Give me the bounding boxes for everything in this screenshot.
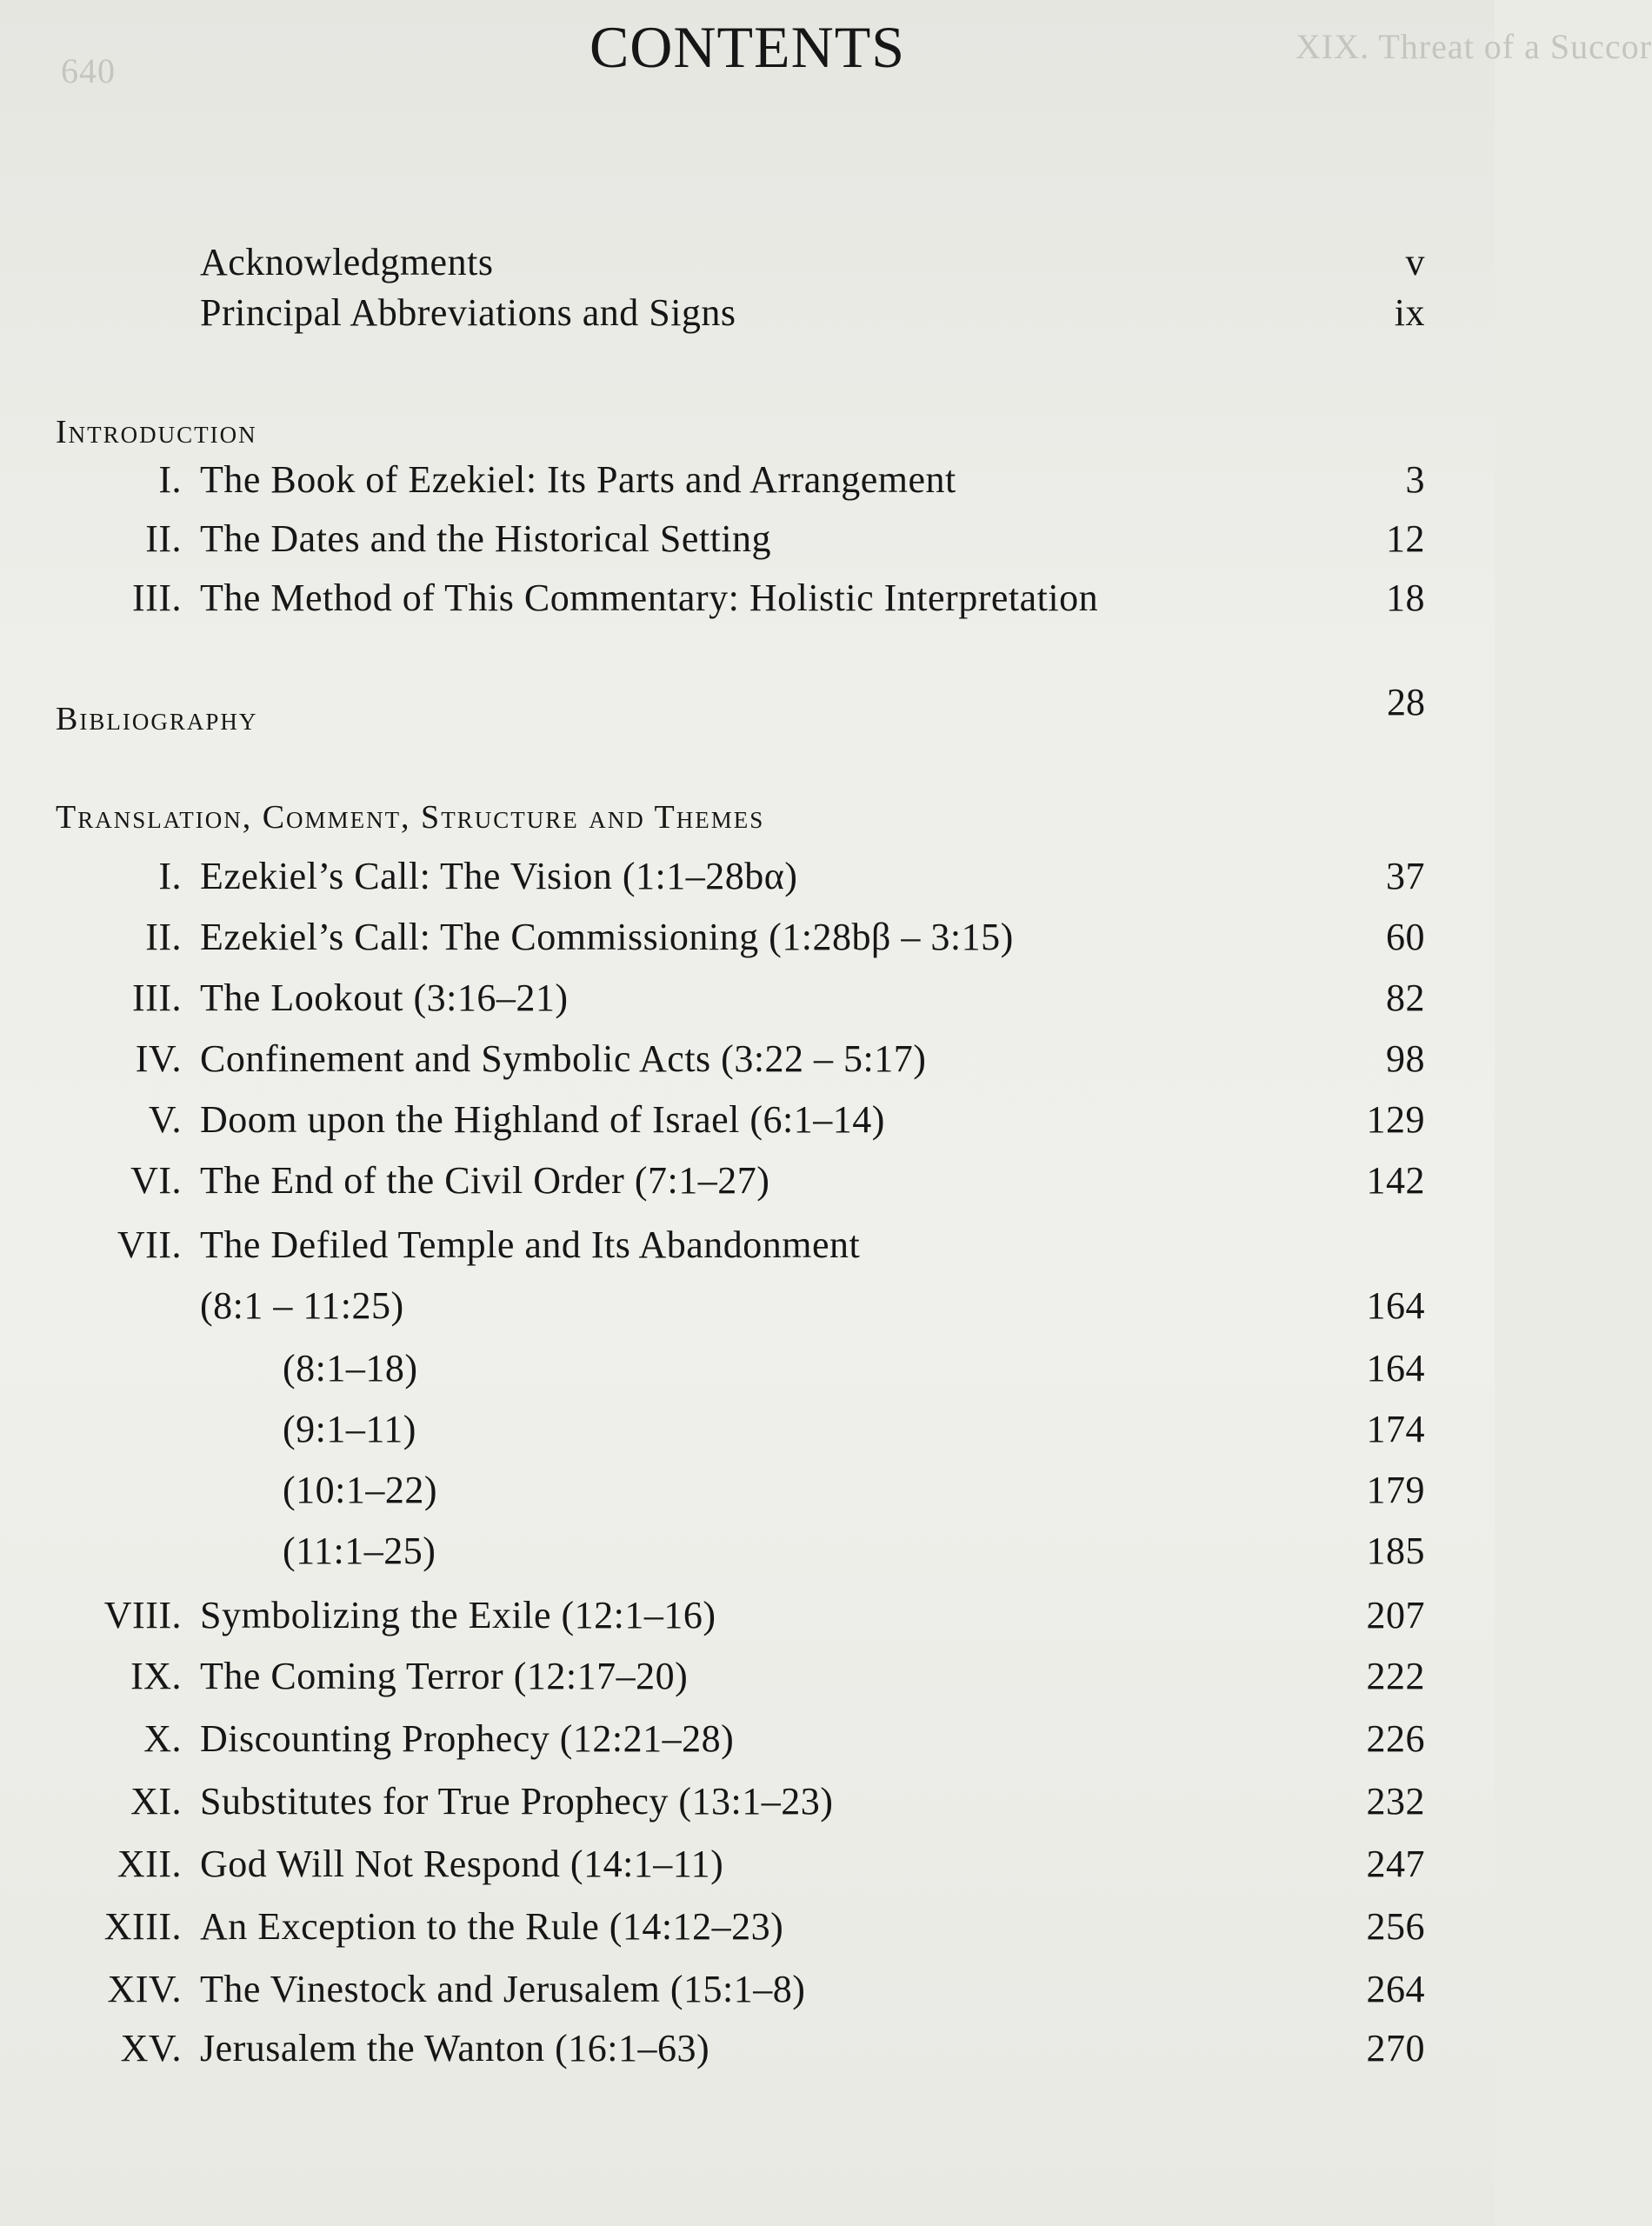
entry-page: 142	[1366, 1159, 1425, 1202]
entry-title: Discounting Prophecy (12:21–28)	[200, 1717, 735, 1760]
section-heading-bibliography: Bibliography	[56, 701, 258, 737]
entry-number: III.	[132, 576, 182, 619]
entry-number: III.	[132, 976, 182, 1019]
entry-title: Ezekiel’s Call: The Vision (1:1–28bα)	[200, 855, 798, 897]
entry-title: (10:1–22)	[283, 1469, 438, 1511]
toc-entry	[0, 2023, 1495, 2075]
entry-page: 3	[1405, 458, 1425, 501]
toc-entry	[0, 1219, 1495, 1271]
entry-title: Symbolizing the Exile (12:1–16)	[200, 1594, 716, 1636]
entry-number: VI.	[130, 1159, 182, 1202]
entry-title: The Dates and the Historical Setting	[200, 517, 772, 560]
entry-title: The Coming Terror (12:17–20)	[200, 1655, 689, 1697]
toc-entry	[0, 972, 1495, 1024]
toc-entry	[0, 1963, 1495, 2016]
entry-page: 164	[1366, 1284, 1425, 1327]
entry-title: Confinement and Symbolic Acts (3:22 – 5:17)	[200, 1037, 927, 1080]
entry-number: I.	[158, 855, 182, 897]
entry-title: (8:1–18)	[283, 1347, 418, 1390]
entry-number: VIII.	[103, 1594, 182, 1636]
entry-page: 270	[1366, 2027, 1425, 2069]
entry-page: 222	[1366, 1655, 1425, 1697]
bibliography-page: 28	[1387, 681, 1425, 723]
entry-number: XIV.	[107, 1968, 182, 2010]
toc-entry	[0, 1838, 1495, 1890]
toc-entry	[0, 1033, 1495, 1085]
entry-number: XII.	[117, 1843, 182, 1885]
entry-number: II.	[145, 916, 182, 958]
toc-entry	[0, 911, 1495, 963]
entry-number: XV.	[120, 2027, 182, 2069]
entry-page: 232	[1366, 1780, 1425, 1823]
entry-page: 98	[1386, 1037, 1425, 1080]
entry-title: An Exception to the Rule (14:12–23)	[200, 1905, 784, 1948]
entry-number: IX.	[130, 1655, 182, 1697]
entry-title: The Defiled Temple and Its Abandonment	[200, 1223, 861, 1266]
entry-page: 185	[1366, 1530, 1425, 1572]
entry-title: Ezekiel’s Call: The Commissioning (1:28bβ – 3:15)	[200, 916, 1014, 958]
entry-page: 37	[1386, 855, 1425, 897]
toc-entry	[0, 1343, 1495, 1395]
toc-entry	[0, 1650, 1495, 1703]
entry-number: II.	[145, 517, 182, 560]
entry-number: X.	[143, 1717, 182, 1760]
toc-entry	[0, 1403, 1495, 1456]
entry-page: 164	[1366, 1347, 1425, 1390]
toc-entry	[0, 1590, 1495, 1642]
entry-title: The Lookout (3:16–21)	[200, 976, 569, 1019]
toc-entry	[0, 1901, 1495, 1953]
entry-number: VII.	[117, 1223, 182, 1266]
entry-page: 82	[1386, 976, 1425, 1019]
toc-entry	[0, 1713, 1495, 1765]
section-heading-translation: Translation, Comment, Structure and Themes	[56, 799, 765, 836]
entry-page: ix	[1394, 291, 1425, 334]
toc-entry	[0, 1776, 1495, 1828]
entry-title: The Method of This Commentary: Holistic Interpretation	[200, 576, 1099, 619]
entry-page: 256	[1366, 1905, 1425, 1948]
toc-entry-abbreviations	[0, 287, 1495, 339]
toc-entry	[0, 1280, 1495, 1332]
toc-entry	[0, 454, 1495, 506]
entry-page: 12	[1386, 517, 1425, 560]
entry-number: XI.	[130, 1780, 182, 1823]
toc-entry	[0, 513, 1495, 565]
toc-entry	[0, 572, 1495, 624]
entry-title: God Will Not Respond (14:1–11)	[200, 1843, 724, 1885]
entry-number: IV.	[135, 1037, 182, 1080]
toc-entry	[0, 1094, 1495, 1146]
entry-title: The End of the Civil Order (7:1–27)	[200, 1159, 770, 1202]
toc-entry	[0, 1525, 1495, 1577]
entry-page: 18	[1386, 576, 1425, 619]
entry-title: Principal Abbreviations and Signs	[200, 291, 736, 334]
entry-page: 264	[1366, 1968, 1425, 2010]
entry-page: v	[1405, 241, 1425, 283]
entry-title: (8:1 – 11:25)	[200, 1284, 404, 1327]
entry-page: 179	[1366, 1469, 1425, 1511]
toc-entry-acknowledgments	[0, 237, 1495, 289]
entry-title: Substitutes for True Prophecy (13:1–23)	[200, 1780, 834, 1823]
entry-title: Doom upon the Highland of Israel (6:1–14)	[200, 1098, 885, 1141]
bleed-through-text-left: 640	[61, 51, 116, 90]
entry-title: (11:1–25)	[283, 1530, 436, 1572]
entry-title: (9:1–11)	[283, 1408, 416, 1450]
entry-page: 226	[1366, 1717, 1425, 1760]
entry-title: Acknowledgments	[200, 241, 494, 283]
entry-number: I.	[158, 458, 182, 501]
entry-page: 60	[1386, 916, 1425, 958]
entry-title: The Book of Ezekiel: Its Parts and Arrangement	[200, 458, 956, 501]
entry-page: 129	[1366, 1098, 1425, 1141]
page-title: CONTENTS	[589, 14, 906, 80]
entry-number: V.	[148, 1098, 182, 1141]
entry-page: 207	[1366, 1594, 1425, 1636]
toc-entry	[0, 850, 1495, 903]
entry-number: XIII.	[103, 1905, 182, 1948]
entry-title: The Vinestock and Jerusalem (15:1–8)	[200, 1968, 806, 2010]
entry-page: 174	[1366, 1408, 1425, 1450]
section-heading-introduction: Introduction	[56, 414, 257, 450]
entry-page: 247	[1366, 1843, 1425, 1885]
entry-title: Jerusalem the Wanton (16:1–63)	[200, 2027, 710, 2069]
bleed-through-text-right: XIX. Threat of a Succor	[1296, 27, 1652, 66]
toc-entry	[0, 1155, 1495, 1207]
toc-entry	[0, 1464, 1495, 1516]
